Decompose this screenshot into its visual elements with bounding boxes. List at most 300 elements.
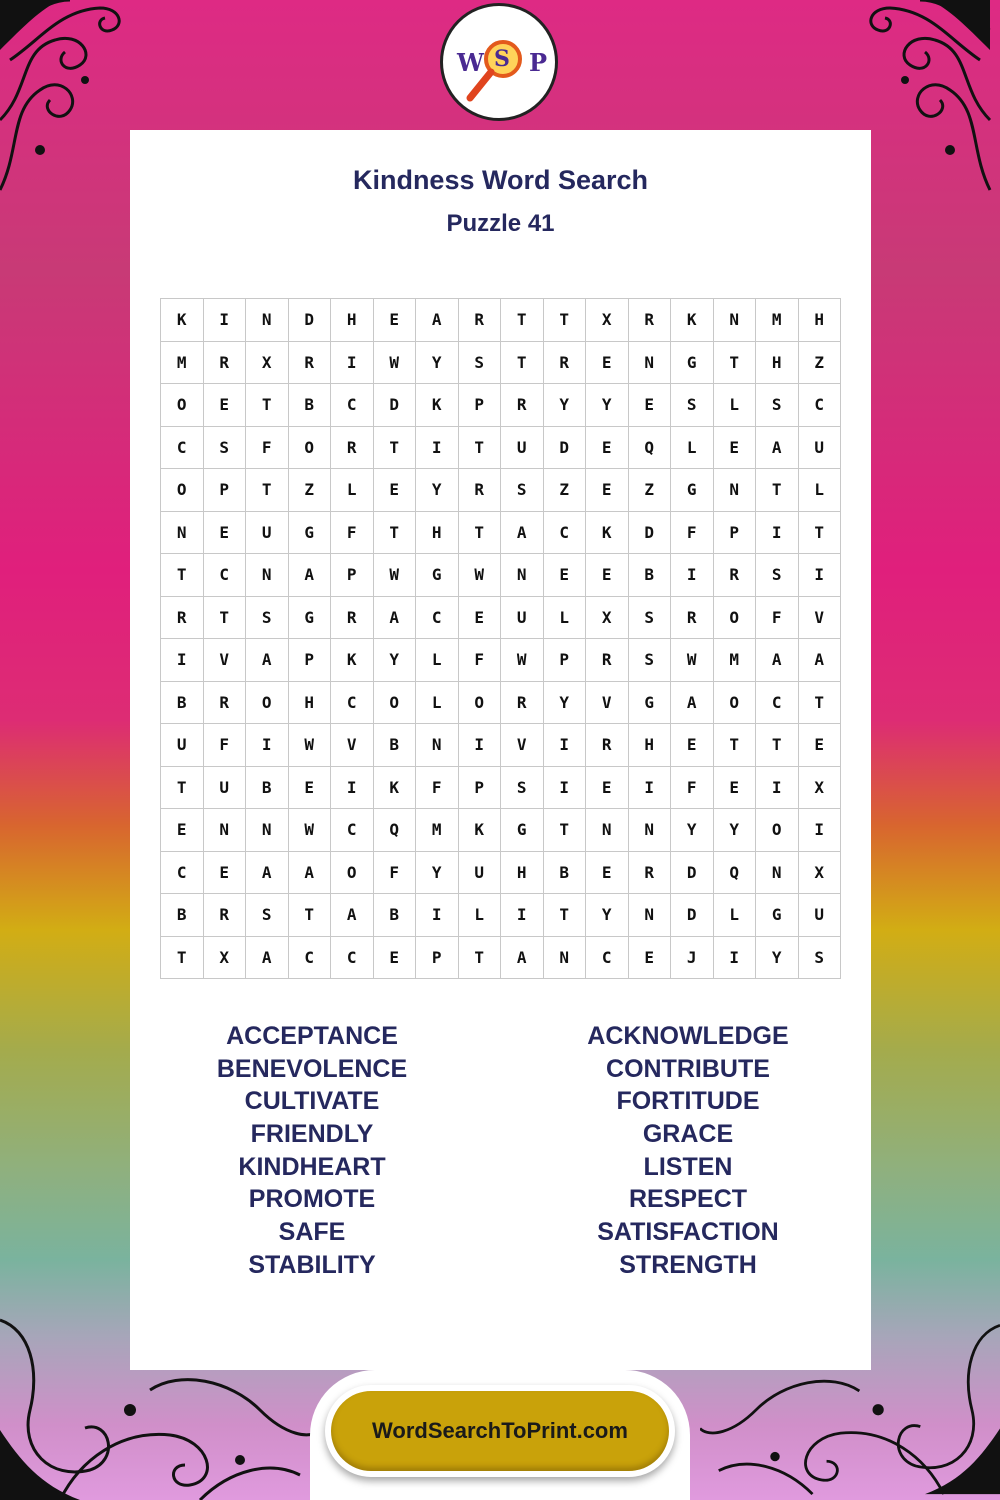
word-list-item: CONTRIBUTE — [606, 1054, 770, 1083]
grid-row — [161, 596, 841, 639]
grid-cell: F — [203, 724, 246, 767]
word-list-item: ACKNOWLEDGE — [587, 1022, 789, 1050]
grid-cell: Y — [713, 809, 756, 852]
grid-cell: I — [331, 341, 374, 384]
grid-cell: F — [671, 511, 714, 554]
grid-cell: E — [798, 724, 841, 767]
grid-cell: Z — [798, 341, 841, 384]
grid-cell: H — [756, 341, 799, 384]
wsp-logo — [440, 3, 558, 121]
grid-cell: H — [628, 724, 671, 767]
grid-cell: F — [671, 766, 714, 809]
grid-cell: I — [246, 724, 289, 767]
grid-row — [161, 384, 841, 427]
grid-cell: E — [586, 851, 629, 894]
grid-cell: A — [756, 639, 799, 682]
grid-cell: A — [756, 426, 799, 469]
grid-cell: N — [628, 341, 671, 384]
grid-cell: I — [713, 936, 756, 979]
logo-letter-s: S — [494, 46, 510, 72]
word-list-item: FRIENDLY — [250, 1120, 374, 1149]
grid-cell: E — [628, 936, 671, 979]
grid-cell: V — [586, 681, 629, 724]
grid-cell: G — [756, 894, 799, 937]
grid-cell: T — [288, 894, 331, 937]
grid-cell: L — [713, 384, 756, 427]
grid-cell: R — [331, 596, 374, 639]
word-list-item: GRACE — [642, 1120, 734, 1149]
grid-cell: H — [331, 299, 374, 342]
grid-cell: S — [203, 426, 246, 469]
grid-cell: U — [501, 426, 544, 469]
grid-cell: T — [373, 511, 416, 554]
grid-cell: S — [671, 384, 714, 427]
grid-cell: Z — [628, 469, 671, 512]
page-title: Kindness Word Search — [352, 165, 649, 195]
grid-cell: A — [246, 639, 289, 682]
grid-cell: Y — [416, 341, 459, 384]
word-list-item: STRENGTH — [619, 1250, 757, 1279]
grid-cell: G — [288, 596, 331, 639]
grid-cell: A — [671, 681, 714, 724]
grid-cell: F — [373, 851, 416, 894]
grid-cell: B — [373, 894, 416, 937]
grid-cell: A — [246, 936, 289, 979]
logo-letter-w: W — [457, 48, 484, 77]
grid-cell: U — [501, 596, 544, 639]
grid-cell: N — [203, 809, 246, 852]
grid-cell: W — [288, 809, 331, 852]
grid-cell: N — [501, 554, 544, 597]
grid-cell: R — [203, 681, 246, 724]
word-list-item: PROMOTE — [248, 1185, 376, 1214]
grid-cell: T — [246, 384, 289, 427]
grid-cell: E — [543, 554, 586, 597]
grid-cell: M — [713, 639, 756, 682]
grid-cell: E — [373, 469, 416, 512]
word-list-item: CULTIVATE — [244, 1087, 380, 1116]
grid-cell: C — [288, 936, 331, 979]
grid-cell: L — [458, 894, 501, 937]
grid-cell: V — [331, 724, 374, 767]
grid-cell: V — [798, 596, 841, 639]
grid-cell: C — [798, 384, 841, 427]
grid-cell: Y — [671, 809, 714, 852]
word-list-item: ACCEPTANCE — [226, 1022, 398, 1050]
grid-cell: Y — [543, 384, 586, 427]
grid-cell: G — [671, 469, 714, 512]
grid-cell: C — [203, 554, 246, 597]
grid-cell: U — [203, 766, 246, 809]
grid-cell: C — [161, 851, 204, 894]
grid-cell: F — [756, 596, 799, 639]
grid-cell: M — [416, 809, 459, 852]
grid-cell: I — [416, 426, 459, 469]
grid-cell: T — [161, 766, 204, 809]
grid-cell: S — [756, 554, 799, 597]
grid-cell: V — [501, 724, 544, 767]
grid-cell: B — [246, 766, 289, 809]
grid-cell: L — [798, 469, 841, 512]
grid-cell: B — [543, 851, 586, 894]
grid-cell: Z — [543, 469, 586, 512]
grid-cell: L — [671, 426, 714, 469]
grid-cell: I — [628, 766, 671, 809]
grid-cell: T — [798, 511, 841, 554]
grid-cell: F — [246, 426, 289, 469]
grid-cell: R — [161, 596, 204, 639]
grid-cell: P — [458, 766, 501, 809]
grid-cell: E — [586, 469, 629, 512]
grid-cell: N — [246, 299, 289, 342]
grid-cell: N — [586, 809, 629, 852]
grid-cell: D — [628, 511, 671, 554]
grid-cell: P — [288, 639, 331, 682]
grid-row — [161, 851, 841, 894]
grid-cell: I — [501, 894, 544, 937]
grid-cell: I — [671, 554, 714, 597]
grid-cell: X — [586, 596, 629, 639]
grid-cell: W — [458, 554, 501, 597]
grid-cell: L — [331, 469, 374, 512]
grid-cell: M — [161, 341, 204, 384]
grid-cell: U — [458, 851, 501, 894]
grid-cell: E — [373, 299, 416, 342]
grid-cell: T — [756, 469, 799, 512]
grid-cell: R — [331, 426, 374, 469]
word-list-item: KINDHEART — [238, 1152, 386, 1181]
grid-row — [161, 809, 841, 852]
grid-cell: E — [161, 809, 204, 852]
grid-cell: Y — [543, 681, 586, 724]
grid-cell: T — [798, 681, 841, 724]
grid-cell: C — [331, 809, 374, 852]
grid-cell: V — [203, 639, 246, 682]
grid-cell: N — [246, 809, 289, 852]
grid-cell: A — [246, 851, 289, 894]
grid-cell: O — [713, 596, 756, 639]
word-list-item: SAFE — [278, 1218, 346, 1247]
grid-cell: F — [416, 766, 459, 809]
grid-cell: S — [756, 384, 799, 427]
grid-cell: R — [713, 554, 756, 597]
grid-row — [161, 426, 841, 469]
grid-cell: X — [246, 341, 289, 384]
grid-cell: P — [416, 936, 459, 979]
grid-cell: N — [713, 299, 756, 342]
grid-cell: C — [331, 681, 374, 724]
grid-cell: Y — [373, 639, 416, 682]
grid-cell: E — [203, 384, 246, 427]
grid-row — [161, 639, 841, 682]
grid-cell: N — [161, 511, 204, 554]
grid-cell: S — [798, 936, 841, 979]
grid-cell: C — [586, 936, 629, 979]
grid-cell: H — [416, 511, 459, 554]
grid-cell: I — [458, 724, 501, 767]
grid-cell: E — [713, 766, 756, 809]
grid-cell: A — [501, 936, 544, 979]
grid-cell: E — [586, 426, 629, 469]
word-list-item: FORTITUDE — [616, 1087, 760, 1116]
grid-cell: P — [203, 469, 246, 512]
grid-cell: E — [458, 596, 501, 639]
grid-cell: A — [288, 554, 331, 597]
word-list-item: STABILITY — [248, 1250, 376, 1279]
grid-cell: O — [373, 681, 416, 724]
grid-cell: E — [586, 766, 629, 809]
grid-cell: K — [416, 384, 459, 427]
grid-cell: R — [628, 851, 671, 894]
grid-cell: A — [416, 299, 459, 342]
grid-cell: B — [288, 384, 331, 427]
grid-cell: E — [586, 554, 629, 597]
word-list-item: LISTEN — [643, 1152, 733, 1181]
grid-cell: S — [458, 341, 501, 384]
grid-cell: T — [501, 341, 544, 384]
grid-cell: Y — [416, 469, 459, 512]
grid-cell: C — [543, 511, 586, 554]
grid-cell: B — [373, 724, 416, 767]
grid-cell: N — [416, 724, 459, 767]
grid-cell: C — [331, 384, 374, 427]
grid-cell: L — [416, 681, 459, 724]
grid-cell: C — [416, 596, 459, 639]
grid-cell: H — [288, 681, 331, 724]
grid-cell: N — [756, 851, 799, 894]
grid-cell: G — [671, 341, 714, 384]
grid-cell: T — [756, 724, 799, 767]
grid-cell: O — [161, 384, 204, 427]
grid-cell: Z — [288, 469, 331, 512]
grid-cell: Q — [628, 426, 671, 469]
grid-cell: T — [543, 299, 586, 342]
grid-cell: O — [713, 681, 756, 724]
grid-cell: B — [161, 894, 204, 937]
grid-cell: O — [458, 681, 501, 724]
grid-cell: K — [373, 766, 416, 809]
grid-cell: D — [671, 894, 714, 937]
grid-cell: T — [543, 894, 586, 937]
grid-row — [161, 299, 841, 342]
grid-cell: B — [628, 554, 671, 597]
word-list-left — [162, 1020, 462, 1282]
grid-cell: U — [246, 511, 289, 554]
grid-cell: S — [628, 596, 671, 639]
grid-cell: A — [373, 596, 416, 639]
grid-cell: N — [246, 554, 289, 597]
grid-cell: P — [543, 639, 586, 682]
grid-cell: K — [161, 299, 204, 342]
grid-cell: I — [756, 766, 799, 809]
grid-row — [161, 469, 841, 512]
grid-cell: I — [203, 299, 246, 342]
grid-cell: E — [713, 426, 756, 469]
grid-cell: S — [501, 766, 544, 809]
grid-cell: T — [246, 469, 289, 512]
grid-cell: R — [628, 299, 671, 342]
grid-cell: S — [246, 894, 289, 937]
grid-cell: T — [203, 596, 246, 639]
grid-cell: I — [331, 766, 374, 809]
grid-cell: T — [458, 511, 501, 554]
grid-cell: W — [288, 724, 331, 767]
word-list-item: SATISFACTION — [597, 1218, 779, 1247]
grid-cell: D — [373, 384, 416, 427]
grid-cell: F — [331, 511, 374, 554]
grid-cell: Q — [373, 809, 416, 852]
grid-cell: E — [288, 766, 331, 809]
grid-cell: O — [331, 851, 374, 894]
grid-cell: X — [203, 936, 246, 979]
grid-cell: R — [203, 341, 246, 384]
grid-cell: Y — [756, 936, 799, 979]
grid-cell: Y — [416, 851, 459, 894]
grid-cell: A — [501, 511, 544, 554]
grid-cell: G — [501, 809, 544, 852]
grid-cell: K — [458, 809, 501, 852]
grid-cell: I — [416, 894, 459, 937]
grid-cell: P — [713, 511, 756, 554]
grid-cell: T — [543, 809, 586, 852]
grid-cell: E — [203, 851, 246, 894]
grid-cell: R — [458, 299, 501, 342]
grid-cell: I — [543, 724, 586, 767]
grid-cell: L — [713, 894, 756, 937]
grid-cell: N — [713, 469, 756, 512]
grid-cell: Y — [586, 384, 629, 427]
grid-cell: R — [501, 681, 544, 724]
grid-cell: S — [628, 639, 671, 682]
grid-cell: T — [161, 936, 204, 979]
grid-cell: E — [671, 724, 714, 767]
grid-row — [161, 554, 841, 597]
corner-ornament-top-right — [850, 0, 1000, 200]
grid-cell: C — [756, 681, 799, 724]
grid-cell: A — [331, 894, 374, 937]
grid-cell: N — [628, 809, 671, 852]
grid-cell: F — [458, 639, 501, 682]
grid-cell: H — [798, 299, 841, 342]
grid-row — [161, 341, 841, 384]
grid-cell: R — [288, 341, 331, 384]
word-list-item: RESPECT — [628, 1185, 748, 1214]
grid-cell: K — [671, 299, 714, 342]
grid-cell: E — [586, 341, 629, 384]
grid-cell: L — [543, 596, 586, 639]
grid-cell: P — [331, 554, 374, 597]
grid-cell: S — [501, 469, 544, 512]
grid-cell: I — [798, 809, 841, 852]
grid-cell: R — [543, 341, 586, 384]
grid-cell: X — [798, 851, 841, 894]
grid-cell: I — [161, 639, 204, 682]
grid-cell: B — [161, 681, 204, 724]
grid-cell: T — [501, 299, 544, 342]
grid-cell: I — [756, 511, 799, 554]
letter-grid — [160, 298, 841, 979]
grid-cell: C — [331, 936, 374, 979]
grid-cell: K — [331, 639, 374, 682]
grid-cell: R — [203, 894, 246, 937]
grid-cell: M — [756, 299, 799, 342]
grid-row — [161, 681, 841, 724]
logo-letter-p: P — [529, 48, 548, 77]
grid-cell: I — [543, 766, 586, 809]
grid-cell: W — [501, 639, 544, 682]
page-subtitle: Puzzle 41 — [446, 210, 555, 237]
grid-cell: D — [671, 851, 714, 894]
grid-cell: U — [161, 724, 204, 767]
grid-cell: C — [161, 426, 204, 469]
grid-cell: R — [501, 384, 544, 427]
grid-cell: A — [798, 639, 841, 682]
grid-cell: U — [798, 426, 841, 469]
grid-cell: T — [458, 426, 501, 469]
grid-cell: J — [671, 936, 714, 979]
website-link-button[interactable]: WordSearchToPrint.com — [325, 1385, 675, 1477]
grid-cell: A — [288, 851, 331, 894]
grid-cell: W — [373, 554, 416, 597]
grid-cell: O — [246, 681, 289, 724]
word-list-item: BENEVOLENCE — [216, 1054, 408, 1083]
grid-cell: Q — [713, 851, 756, 894]
grid-row — [161, 511, 841, 554]
grid-cell: N — [543, 936, 586, 979]
grid-cell: N — [628, 894, 671, 937]
grid-cell: H — [501, 851, 544, 894]
grid-cell: R — [586, 639, 629, 682]
grid-cell: T — [373, 426, 416, 469]
grid-cell: T — [161, 554, 204, 597]
grid-cell: E — [373, 936, 416, 979]
grid-cell: O — [756, 809, 799, 852]
grid-cell: G — [288, 511, 331, 554]
corner-ornament-top-left — [0, 0, 130, 200]
grid-cell: W — [671, 639, 714, 682]
grid-cell: R — [671, 596, 714, 639]
grid-cell: E — [628, 384, 671, 427]
grid-cell: E — [203, 511, 246, 554]
grid-row — [161, 766, 841, 809]
grid-cell: T — [713, 341, 756, 384]
grid-cell: K — [586, 511, 629, 554]
grid-cell: S — [246, 596, 289, 639]
grid-cell: R — [586, 724, 629, 767]
grid-cell: O — [161, 469, 204, 512]
grid-cell: X — [798, 766, 841, 809]
grid-cell: X — [586, 299, 629, 342]
grid-cell: T — [458, 936, 501, 979]
grid-cell: G — [416, 554, 459, 597]
grid-row — [161, 724, 841, 767]
grid-row — [161, 894, 841, 937]
grid-cell: L — [416, 639, 459, 682]
grid-cell: Y — [586, 894, 629, 937]
grid-cell: P — [458, 384, 501, 427]
grid-cell: I — [798, 554, 841, 597]
grid-cell: D — [543, 426, 586, 469]
grid-cell: W — [373, 341, 416, 384]
grid-cell: O — [288, 426, 331, 469]
grid-row — [161, 936, 841, 979]
grid-cell: T — [713, 724, 756, 767]
grid-cell: D — [288, 299, 331, 342]
grid-cell: R — [458, 469, 501, 512]
grid-cell: G — [628, 681, 671, 724]
word-list-right — [538, 1020, 838, 1282]
grid-cell: U — [798, 894, 841, 937]
